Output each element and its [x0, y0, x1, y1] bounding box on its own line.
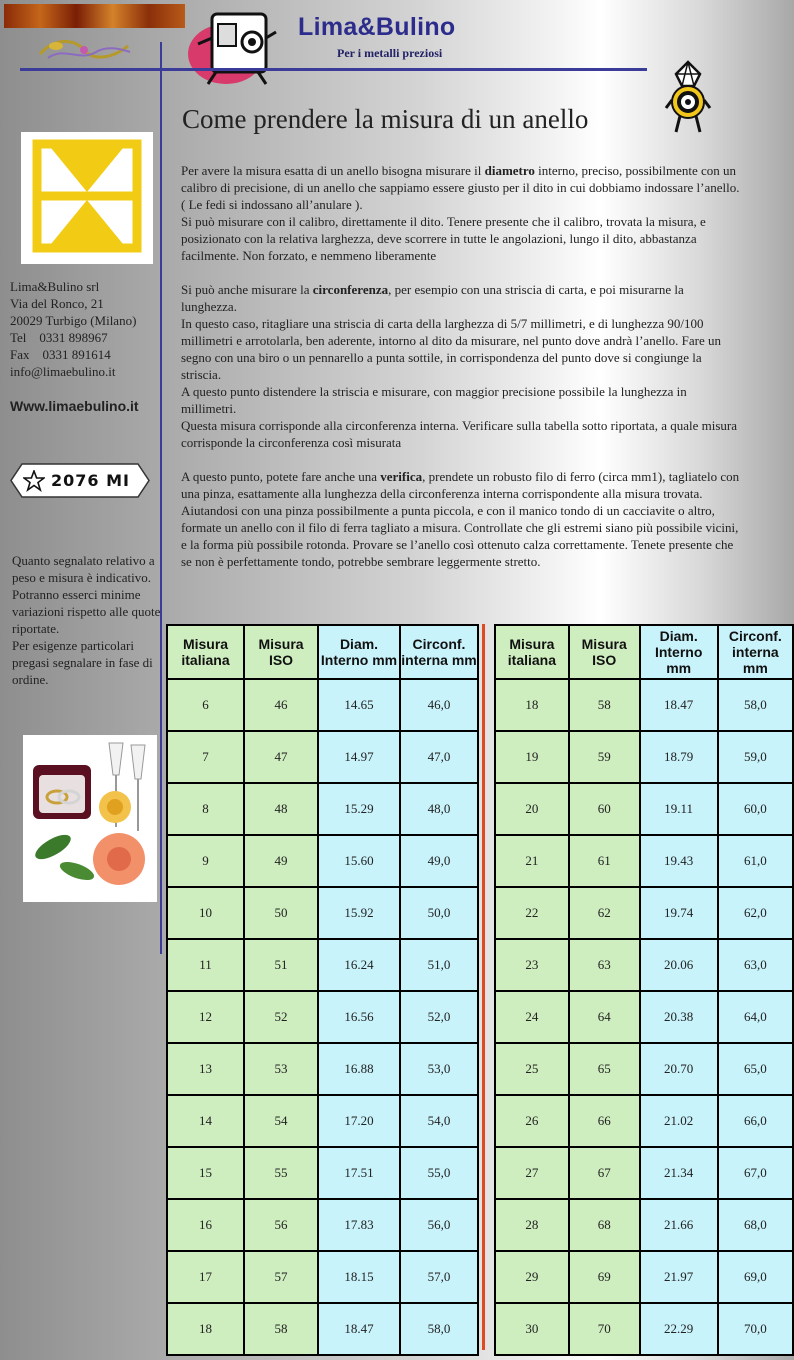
paragraph-measure: A questo punto distendere la striscia e misurare, con maggior precisione possibile la lunghezza in millimetri.: [181, 384, 687, 416]
column-header: Circonf. interna mm: [400, 625, 478, 679]
table-row: [495, 679, 793, 731]
table-cell: 20: [495, 783, 569, 835]
table-row: [167, 1043, 478, 1095]
table-cell: 61,0: [718, 835, 793, 887]
table-cell: 19.74: [640, 887, 718, 939]
column-header: Misura ISO: [569, 625, 640, 679]
fax-number: Fax 0331 891614: [10, 347, 111, 362]
table-cell: 17.20: [318, 1095, 400, 1147]
table-cell: 68: [569, 1199, 640, 1251]
table-cell: 47: [244, 731, 318, 783]
paragraph-table-ref: Questa misura corrisponde alla circonferenza interna. Verificare sulla tabella sotto riportata, a quale misura corrisponde la circonferenza così misurata: [181, 418, 737, 450]
note-line: Quanto segnalato relativo a peso e misura è indicativo.: [12, 553, 155, 585]
sidebar-divider: [160, 42, 162, 954]
hallmark-badge: [10, 463, 150, 498]
table-cell: 8: [167, 783, 244, 835]
table-cell: 15: [167, 1147, 244, 1199]
table-cell: 18.47: [640, 679, 718, 731]
table-cell: 15.29: [318, 783, 400, 835]
table-cell: 66: [569, 1095, 640, 1147]
paragraph-wire-ring: Aiutandosi con una pinza possibilmente a punta piccola, e con il manico tondo di un cacciavite o altro, formate un anello con il filo di ferra tagliato a misura. Controllate che gli estremi siano più possibile vicini, e la forma più possibile rotonda. Provare se l’anello così ottenuto calza correttamente. Tenete presente che se non è perfettamente tondo, potrebbe sembrare leggermente stretto.: [181, 503, 739, 569]
table-cell: 62: [569, 887, 640, 939]
table-cell: 63,0: [718, 939, 793, 991]
table-cell: 58,0: [718, 679, 793, 731]
table-cell: 53,0: [400, 1043, 478, 1095]
table-cell: 11: [167, 939, 244, 991]
table-cell: 17.51: [318, 1147, 400, 1199]
table-row: [495, 1043, 793, 1095]
table-cell: 60,0: [718, 783, 793, 835]
note-line: Per esigenze particolari pregasi segnalare in fase di ordine.: [12, 638, 153, 687]
table-cell: 64,0: [718, 991, 793, 1043]
note-line: Potranno esserci minime variazioni rispetto alle quote riportate.: [12, 587, 161, 636]
table-row: [167, 1303, 478, 1355]
autumn-leaves-banner: [4, 4, 185, 28]
table-cell: 15.92: [318, 887, 400, 939]
table-cell: 20.70: [640, 1043, 718, 1095]
table-cell: 61: [569, 835, 640, 887]
table-row: [167, 1199, 478, 1251]
company-name: Lima&Bulino srl: [10, 279, 100, 294]
table-cell: 51,0: [400, 939, 478, 991]
table-cell: 6: [167, 679, 244, 731]
paragraph-verify: A questo punto, potete fare anche una verifica, prendete un robusto filo di ferro (circa mm1), tagliatelo con una pinza, esattamente alla lunghezza della circonferenza interna corrispondente alla misura trovata.: [181, 469, 740, 501]
table-row: [495, 1095, 793, 1147]
table-cell: 50: [244, 887, 318, 939]
table-cell: 21.66: [640, 1199, 718, 1251]
table-cell: 67: [569, 1147, 640, 1199]
table-row: [495, 1147, 793, 1199]
table-cell: 30: [495, 1303, 569, 1355]
contact-block: [10, 278, 136, 380]
size-table-right: [494, 624, 794, 1356]
table-cell: 54,0: [400, 1095, 478, 1147]
table-header-row: [495, 625, 793, 679]
rings-flowers-photo: [23, 735, 157, 902]
table-cell: 16.24: [318, 939, 400, 991]
table-cell: 17: [167, 1251, 244, 1303]
paragraph-circumference: Si può anche misurare la circonferenza, per esempio con una striscia di carta, e poi misurarne la lunghezza.: [181, 282, 684, 314]
table-cell: 18: [167, 1303, 244, 1355]
table-row: [167, 939, 478, 991]
address-city: 20029 Turbigo (Milano): [10, 313, 137, 328]
email-link[interactable]: info@limaebulino.it: [10, 364, 116, 379]
table-cell: 21: [495, 835, 569, 887]
size-table-left: [166, 624, 479, 1356]
column-header: Misura ISO: [244, 625, 318, 679]
table-cell: 55: [244, 1147, 318, 1199]
press-machine-mascot-icon: [186, 8, 280, 86]
table-row: [167, 731, 478, 783]
compression-arrows-logo-icon: [21, 132, 153, 264]
table-cell: 46: [244, 679, 318, 731]
table-cell: 17.83: [318, 1199, 400, 1251]
column-header: Diam. Interno mm: [318, 625, 400, 679]
brand-tagline: Per i metalli preziosi: [337, 46, 443, 60]
table-cell: 22.29: [640, 1303, 718, 1355]
hallmark-code: 2076 MI: [51, 471, 130, 490]
table-cell: 56,0: [400, 1199, 478, 1251]
table-cell: 23: [495, 939, 569, 991]
table-header-row: [167, 625, 478, 679]
table-cell: 58: [569, 679, 640, 731]
address-street: Via del Ronco, 21: [10, 296, 104, 311]
paragraph-paper-strip: In questo caso, ritagliare una striscia di carta della larghezza di 5/7 millimetri, e di lunghezza 90/100 millimetri e arrotolarla, ben aderente, intorno al dito da misurare, nel punto dove andrà l’anello. Fare un segno con una biro o un pennarello a punta sottile, in corrispondenza del punto dove si congiunge la striscia.: [181, 316, 722, 382]
header-divider: [20, 68, 647, 71]
table-row: [167, 835, 478, 887]
table-cell: 18: [495, 679, 569, 731]
table-cell: 65: [569, 1043, 640, 1095]
table-cell: 62,0: [718, 887, 793, 939]
table-cell: 64: [569, 991, 640, 1043]
table-cell: 18.15: [318, 1251, 400, 1303]
table-cell: 18.79: [640, 731, 718, 783]
column-header: Misura italiana: [167, 625, 244, 679]
phone-number: Tel 0331 898967: [10, 330, 108, 345]
table-cell: 13: [167, 1043, 244, 1095]
table-row: [167, 887, 478, 939]
table-cell: 21.02: [640, 1095, 718, 1147]
ornament-swirl-icon: [34, 32, 134, 66]
table-cell: 48: [244, 783, 318, 835]
company-logo: [21, 132, 153, 264]
table-cell: 50,0: [400, 887, 478, 939]
table-cell: 59: [569, 731, 640, 783]
table-cell: 25: [495, 1043, 569, 1095]
table-cell: 46,0: [400, 679, 478, 731]
table-cell: 29: [495, 1251, 569, 1303]
table-cell: 48,0: [400, 783, 478, 835]
table-cell: 57,0: [400, 1251, 478, 1303]
table-cell: 57: [244, 1251, 318, 1303]
table-cell: 7: [167, 731, 244, 783]
table-row: [167, 679, 478, 731]
paragraph-diameter: Per avere la misura esatta di un anello bisogna misurare il diametro interno, preciso, possibilmente con un calibro di precisione, di un anello che sappiamo essere giusto per il dito in cui dobbiamo indossare l’anello. ( Le fedi si indossano all’anulare ).: [181, 163, 740, 212]
column-header: Diam. Interno mm: [640, 625, 718, 679]
table-cell: 58: [244, 1303, 318, 1355]
table-cell: 19.43: [640, 835, 718, 887]
table-cell: 18.47: [318, 1303, 400, 1355]
table-row: [495, 731, 793, 783]
table-cell: 19.11: [640, 783, 718, 835]
instructions-text: [181, 162, 741, 570]
website-link[interactable]: Www.limaebulino.it: [10, 398, 139, 414]
table-row: [167, 783, 478, 835]
table-row: [495, 887, 793, 939]
table-cell: 66,0: [718, 1095, 793, 1147]
table-cell: 10: [167, 887, 244, 939]
table-cell: 12: [167, 991, 244, 1043]
table-cell: 65,0: [718, 1043, 793, 1095]
column-header: Misura italiana: [495, 625, 569, 679]
table-row: [495, 1303, 793, 1355]
table-cell: 14.97: [318, 731, 400, 783]
table-cell: 53: [244, 1043, 318, 1095]
disclaimer-note: [12, 552, 162, 688]
table-cell: 21.97: [640, 1251, 718, 1303]
table-cell: 9: [167, 835, 244, 887]
table-row: [167, 1147, 478, 1199]
table-cell: 14: [167, 1095, 244, 1147]
table-row: [495, 991, 793, 1043]
table-row: [495, 1199, 793, 1251]
table-cell: 19: [495, 731, 569, 783]
table-cell: 21.34: [640, 1147, 718, 1199]
table-cell: 49,0: [400, 835, 478, 887]
table-cell: 20.06: [640, 939, 718, 991]
table-row: [495, 835, 793, 887]
table-cell: 68,0: [718, 1199, 793, 1251]
table-cell: 58,0: [400, 1303, 478, 1355]
table-row: [495, 783, 793, 835]
table-cell: 67,0: [718, 1147, 793, 1199]
table-cell: 63: [569, 939, 640, 991]
table-cell: 54: [244, 1095, 318, 1147]
column-header: Circonf. interna mm: [718, 625, 793, 679]
table-cell: 16.56: [318, 991, 400, 1043]
table-cell: 69: [569, 1251, 640, 1303]
table-cell: 69,0: [718, 1251, 793, 1303]
table-cell: 28: [495, 1199, 569, 1251]
table-row: [167, 1095, 478, 1147]
table-cell: 52,0: [400, 991, 478, 1043]
table-cell: 26: [495, 1095, 569, 1147]
table-cell: 51: [244, 939, 318, 991]
table-cell: 70: [569, 1303, 640, 1355]
page-title: Come prendere la misura di un anello: [182, 104, 589, 134]
table-cell: 20.38: [640, 991, 718, 1043]
table-cell: 70,0: [718, 1303, 793, 1355]
table-cell: 55,0: [400, 1147, 478, 1199]
table-row: [167, 1251, 478, 1303]
paragraph-caliper: Si può misurare con il calibro, direttamente il dito. Tenere presente che il calibro, trovata la misura, e posizionato con la relativa larghezza, deve scorrere in tutte le angolazioni, lungo il dito, abbastanza facilmente. Non forzato, e nemmeno liberamente: [181, 214, 706, 263]
table-cell: 15.60: [318, 835, 400, 887]
gem-mascot-icon: [664, 60, 712, 136]
table-separator: [482, 624, 485, 1350]
table-cell: 16: [167, 1199, 244, 1251]
star-icon: [23, 470, 45, 492]
table-cell: 24: [495, 991, 569, 1043]
table-cell: 59,0: [718, 731, 793, 783]
table-cell: 52: [244, 991, 318, 1043]
table-cell: 16.88: [318, 1043, 400, 1095]
table-row: [495, 939, 793, 991]
table-cell: 56: [244, 1199, 318, 1251]
table-row: [495, 1251, 793, 1303]
table-row: [167, 991, 478, 1043]
table-cell: 60: [569, 783, 640, 835]
table-cell: 47,0: [400, 731, 478, 783]
table-cell: 22: [495, 887, 569, 939]
table-cell: 14.65: [318, 679, 400, 731]
table-cell: 49: [244, 835, 318, 887]
table-cell: 27: [495, 1147, 569, 1199]
brand-title: Lima&Bulino: [298, 13, 456, 41]
